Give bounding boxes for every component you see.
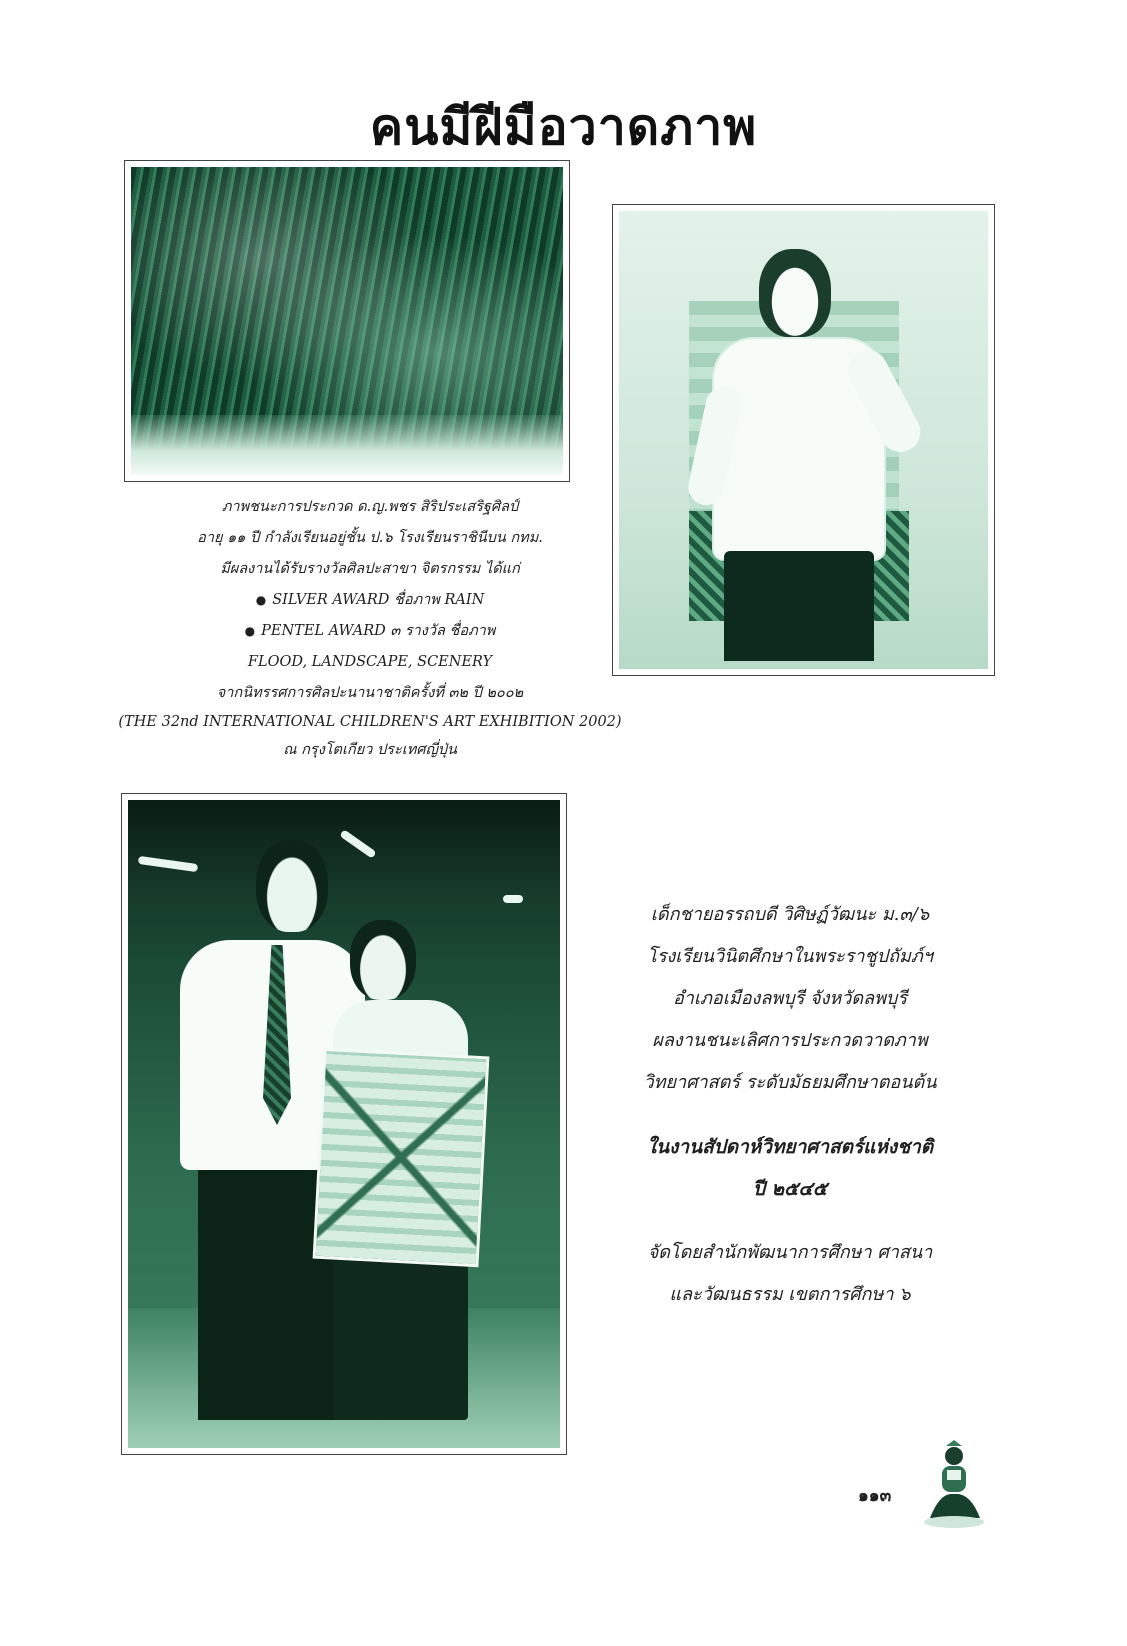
caption-line: (THE 32nd INTERNATIONAL CHILDREN'S ART EXHIBITION 2002)	[118, 714, 622, 730]
painting-image	[131, 167, 563, 475]
page-number: ๑๑๓	[858, 1486, 892, 1506]
description-line: วิทยาศาสตร์ ระดับมัธยมศึกษาตอนต้น	[643, 1072, 937, 1093]
event-year: ปี ๒๕๔๕	[752, 1178, 828, 1200]
girl-portrait-image	[619, 211, 988, 669]
caption-line: อายุ ๑๑ ปี กำลังเรียนอยู่ชั้น ป.๖ โรงเรียนราชินีบน กทม.	[197, 530, 543, 546]
caption-line: มีผลงานได้รับรางวัลศิลปะสาขา จิตรกรรม ได้แก่	[220, 561, 520, 577]
caption-bullet-silver-award: ● SILVER AWARD ชื่อภาพ RAIN	[110, 585, 630, 616]
description-line: โรงเรียนวินิตศึกษาในพระราชูปถัมภ์ฯ	[647, 946, 933, 967]
description-line: อำเภอเมืองลพบุรี จังหวัดลพบุรี	[672, 988, 908, 1009]
organizer-line: จัดโดยสำนักพัฒนาการศึกษา ศาสนา	[647, 1242, 933, 1263]
boy-with-painting-image	[128, 800, 560, 1448]
caption-line: ณ กรุงโตเกียว ประเทศญี่ปุ่น	[283, 742, 457, 758]
photo-winning-painting	[124, 160, 570, 482]
caption-bullet-pentel-award: ● PENTEL AWARD ๓ รางวัล ชื่อภาพ	[110, 616, 630, 647]
event-line: ในงานสัปดาห์วิทยาศาสตร์แห่งชาติ	[646, 1136, 934, 1158]
mascot-figure-icon	[920, 1440, 988, 1530]
student-description	[600, 894, 980, 1316]
description-line: ผลงานชนะเลิศการประกวดวาดภาพ	[652, 1030, 928, 1051]
photo-caption	[110, 492, 630, 766]
photo-boy-with-painting	[121, 793, 567, 1455]
photo-girl-portrait	[612, 204, 995, 676]
caption-line: FLOOD, LANDSCAPE, SCENERY	[247, 654, 493, 670]
page-title: คนมีฝีมือวาดภาพ	[369, 98, 758, 156]
caption-line: จากนิทรรศการศิลปะนานาชาติครั้งที่ ๓๒ ปี ๒๐๐๒	[216, 685, 524, 701]
description-line: เด็กชายอรรถบดี วิศิษฏ์วัฒนะ ม.๓/๖	[650, 904, 930, 925]
organizer-line: และวัฒนธรรม เขตการศึกษา ๖	[669, 1284, 911, 1305]
caption-line: ภาพชนะการประกวด ด.ญ.พชร สิริประเสริฐศิลป์	[221, 499, 519, 515]
